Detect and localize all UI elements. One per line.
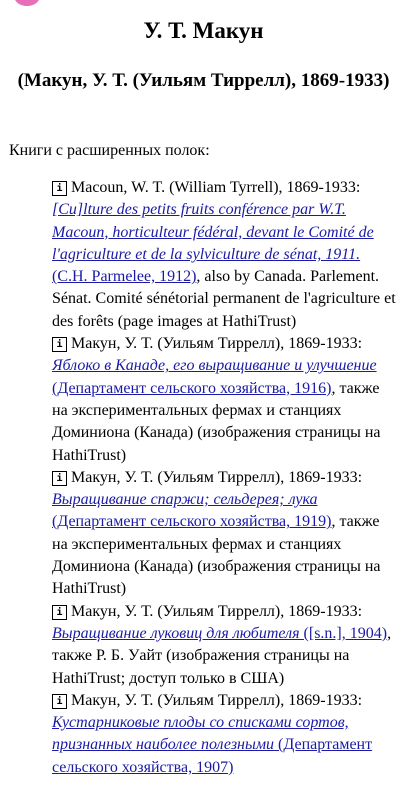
book-author: Макун, У. Т. (Уильям Тиррелл), 1869-1933: — [71, 468, 363, 486]
page-subtitle: (Макун, У. Т. (Уильям Тиррелл), 1869-1933) — [17, 70, 390, 91]
book-note: , также на экспериментальных фермах и станциях Доминиона (Канада) (изображения страницы на HathiTrust) — [52, 379, 381, 464]
book-item — [52, 177, 397, 333]
book-item — [52, 467, 397, 601]
book-publisher: (C.H. Parmelee, 1912) — [52, 268, 197, 286]
book-publisher: (Департамент сельского хозяйства, 1919) — [52, 513, 332, 531]
book-author: Макун, У. Т. (Уильям Тиррелл), 1869-1933: — [71, 602, 363, 620]
book-author: Макун, У. Т. (Уильям Тиррелл), 1869-1933: — [71, 691, 363, 709]
info-icon[interactable]: i — [52, 471, 67, 486]
book-author: Макун, У. Т. (Уильям Тиррелл), 1869-1933: — [71, 335, 363, 353]
info-icon[interactable]: i — [52, 337, 67, 352]
section-label: Книги с расширенных полок: — [9, 142, 210, 159]
book-title: Кустарниковые плоды со списками сортов, признанных наиболее полезными — [52, 714, 349, 754]
book-publisher: (Департамент сельского хозяйства, 1916) — [52, 379, 332, 397]
book-item — [52, 333, 397, 467]
book-title: Яблоко в Канаде, его выращивание и улучшение — [52, 357, 377, 375]
book-item — [52, 690, 397, 779]
book-note: , также на экспериментальных фермах и станциях Доминиона (Канада) (изображения страницы на HathiTrust) — [52, 513, 381, 598]
book-title: Выращивание луковиц для любителя — [52, 624, 300, 642]
book-link[interactable] — [52, 357, 377, 396]
book-title: [Cu]lture des petits fruits conférence par W.T. Macoun, horticulteur fédéral, devant le Comité de l'agriculture et de la sylviculture de sénat, 1911. — [52, 201, 374, 263]
book-publisher: (Департамент сельского хозяйства, 1907) — [52, 736, 373, 776]
book-link[interactable] — [52, 714, 372, 776]
info-icon[interactable]: i — [52, 181, 67, 196]
info-icon[interactable]: i — [52, 694, 67, 709]
book-note: , также Р. Б. Уайт (изображения страницы на HathiTrust; доступ только в США) — [52, 624, 392, 687]
info-icon[interactable]: i — [52, 605, 67, 620]
book-link[interactable] — [52, 491, 331, 530]
book-title: Выращивание спаржи; сельдерея; лука — [52, 491, 318, 509]
book-list — [52, 177, 397, 779]
book-link[interactable] — [52, 625, 387, 642]
page-title: У. Т. Макун — [143, 18, 264, 43]
book-item — [52, 601, 397, 690]
book-note: , also by Canada. Parlement. Sénat. Comité sénétorial permanent de l'agriculture et des forêts (page images at HathiTrust) — [52, 268, 396, 330]
book-publisher: ([s.n.], 1904) — [303, 624, 388, 642]
book-author: Macoun, W. T. (William Tyrrell), 1869-1933: — [71, 179, 361, 196]
browser-tab-indicator — [14, 0, 40, 6]
